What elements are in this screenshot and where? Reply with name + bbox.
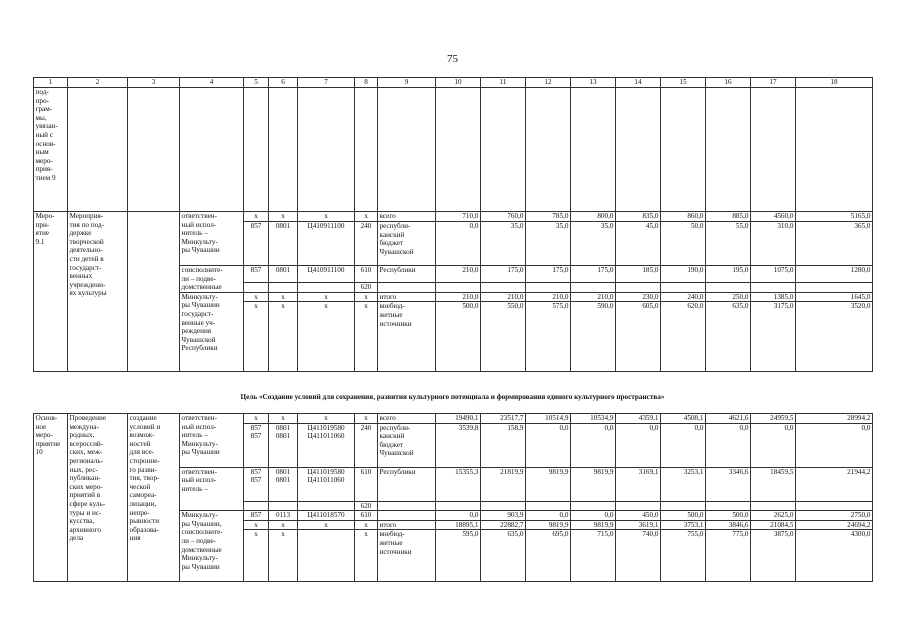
funding-source: Республики <box>378 467 436 501</box>
funding-source: всего <box>378 212 436 222</box>
subprogram-continuation-label: под- про- грам- мы, увязан- ный с основ- ным меро- прия- тием 9 <box>34 88 68 212</box>
value-cell: 590,0 <box>571 302 616 372</box>
value-cell: 0,0 <box>526 423 571 467</box>
col-header: 17 <box>751 78 796 88</box>
value-cell: 715,0 <box>571 530 616 582</box>
value-cell: 3253,1 <box>661 467 706 501</box>
value-cell: 1280,0 <box>796 266 873 283</box>
code-c8: x <box>355 530 378 582</box>
col-header: 16 <box>706 78 751 88</box>
value-cell: 210,0 <box>481 292 526 302</box>
funding-source <box>378 511 436 521</box>
page-number: 75 <box>447 53 458 65</box>
measure-goal <box>128 212 180 372</box>
value-cell: 24694,2 <box>796 520 873 530</box>
code-c5: 857 <box>244 222 269 266</box>
funding-source <box>378 501 436 511</box>
value-cell: 175,0 <box>526 266 571 283</box>
value-cell: 605,0 <box>616 302 661 372</box>
value-cell: 1385,0 <box>751 292 796 302</box>
code-c6: 0801 0801 <box>269 467 298 501</box>
code-c6 <box>269 283 298 293</box>
value-cell: 15355,3 <box>436 467 481 501</box>
value-cell: 4621,6 <box>706 414 751 424</box>
value-cell: 185,0 <box>616 266 661 283</box>
code-c6 <box>269 501 298 511</box>
code-c6: x <box>269 212 298 222</box>
value-cell: 550,0 <box>481 302 526 372</box>
executor-cell: ответствен- ный испол- нитель – <box>180 467 244 511</box>
value-cell: 0,0 <box>796 423 873 467</box>
value-cell: 310,0 <box>751 222 796 266</box>
measure-label: Основ- ное меро- приятие 10 <box>34 414 68 582</box>
value-cell: 575,0 <box>526 302 571 372</box>
value-cell: 21084,5 <box>751 520 796 530</box>
code-c5: x <box>244 302 269 372</box>
code-c6: 0113 <box>269 511 298 521</box>
value-cell: 210,0 <box>571 292 616 302</box>
value-cell: 210,0 <box>436 266 481 283</box>
value-cell: 175,0 <box>481 266 526 283</box>
code-c8: 240 <box>355 222 378 266</box>
value-cell: 500,0 <box>661 511 706 521</box>
value-cell: 760,0 <box>481 212 526 222</box>
value-cell: 0,0 <box>706 423 751 467</box>
value-cell: 3875,0 <box>751 530 796 582</box>
value-cell: 9819,9 <box>571 467 616 501</box>
code-c6: 0801 <box>269 222 298 266</box>
value-cell: 635,0 <box>706 302 751 372</box>
value-cell: 903,9 <box>481 511 526 521</box>
value-cell: 755,0 <box>661 530 706 582</box>
code-c5 <box>244 501 269 511</box>
value-cell <box>661 283 706 293</box>
value-cell: 710,0 <box>436 212 481 222</box>
col-header: 6 <box>269 78 298 88</box>
value-cell: 23517,7 <box>481 414 526 424</box>
value-cell: 195,0 <box>706 266 751 283</box>
value-cell: 0,0 <box>616 423 661 467</box>
measure-goal: создание условий и возмож- ностей для все- сторонне- го разви- тия, твор- ческой самореа- лизации, непре- рывности образова- ния <box>128 414 180 582</box>
value-cell: 21819,9 <box>481 467 526 501</box>
value-cell: 3169,1 <box>616 467 661 501</box>
code-c5: 857 857 <box>244 423 269 467</box>
value-cell <box>436 283 481 293</box>
value-cell: 210,0 <box>526 292 571 302</box>
code-c8: 610 <box>355 266 378 283</box>
code-c8: 240 <box>355 423 378 467</box>
col-header: 4 <box>180 78 244 88</box>
value-cell: 2750,0 <box>796 511 873 521</box>
funding-source: внебюд- жетные источники <box>378 302 436 372</box>
value-cell: 800,0 <box>571 212 616 222</box>
executor-cell: соисполните- ли – подве- домственные <box>180 266 244 293</box>
funding-source: Республики <box>378 266 436 283</box>
code-c5: x <box>244 530 269 582</box>
value-cell <box>436 501 481 511</box>
value-cell: 3846,6 <box>706 520 751 530</box>
code-c5: 857 <box>244 266 269 283</box>
code-c7: x <box>298 302 355 372</box>
code-c7: Ц410911100 <box>298 266 355 283</box>
value-cell: 250,0 <box>706 292 751 302</box>
value-cell: 175,0 <box>571 266 616 283</box>
value-cell: 0,0 <box>571 423 616 467</box>
value-cell: 18459,5 <box>751 467 796 501</box>
col-header: 10 <box>436 78 481 88</box>
value-cell <box>706 501 751 511</box>
executor-cell: Минкульту- ры Чувашии, соисполните- ли – подве- домственные Минкульту- ры Чувашии <box>180 511 244 582</box>
executor-cell: Минкульту- ры Чувашии государст- венные уч- реждения Чувашской Республики <box>180 292 244 372</box>
col-header: 18 <box>796 78 873 88</box>
value-cell: 4359,1 <box>616 414 661 424</box>
value-cell: 635,0 <box>481 530 526 582</box>
value-cell: 885,0 <box>706 212 751 222</box>
value-cell: 3753,1 <box>661 520 706 530</box>
value-cell: 240,0 <box>661 292 706 302</box>
value-cell: 158,9 <box>481 423 526 467</box>
value-cell <box>571 283 616 293</box>
col-header: 8 <box>355 78 378 88</box>
funding-source: внебюд- жетные источники <box>378 530 436 582</box>
code-c8: x <box>355 212 378 222</box>
funding-source <box>378 283 436 293</box>
code-c6: 0801 <box>269 266 298 283</box>
value-cell <box>481 501 526 511</box>
code-c5 <box>244 283 269 293</box>
code-c6: x <box>269 292 298 302</box>
funding-source: всего <box>378 414 436 424</box>
value-cell: 10534,9 <box>571 414 616 424</box>
col-header: 15 <box>661 78 706 88</box>
funding-source: республи- канский бюджет Чувашской <box>378 222 436 266</box>
code-c6: x <box>269 302 298 372</box>
code-c7: x <box>298 212 355 222</box>
funding-source: итого <box>378 292 436 302</box>
col-header: 7 <box>298 78 355 88</box>
budget-table-part2 <box>33 413 873 582</box>
table-row <box>34 212 873 222</box>
column-number-row <box>34 78 873 88</box>
value-cell <box>796 501 873 511</box>
budget-table-part1 <box>33 77 873 372</box>
code-c8: 610 <box>355 511 378 521</box>
value-cell: 785,0 <box>526 212 571 222</box>
code-c5: x <box>244 292 269 302</box>
value-cell: 695,0 <box>526 530 571 582</box>
value-cell <box>526 501 571 511</box>
value-cell <box>706 283 751 293</box>
measure-label: Меро- при- ятие 9.1 <box>34 212 68 372</box>
value-cell: 620,0 <box>661 302 706 372</box>
value-cell: 450,0 <box>616 511 661 521</box>
value-cell: 1075,0 <box>751 266 796 283</box>
funding-source: итого <box>378 520 436 530</box>
col-header: 5 <box>244 78 269 88</box>
value-cell: 0,0 <box>571 511 616 521</box>
value-cell: 55,0 <box>706 222 751 266</box>
value-cell: 500,0 <box>436 302 481 372</box>
value-cell: 22882,7 <box>481 520 526 530</box>
value-cell <box>616 283 661 293</box>
value-cell: 500,0 <box>706 511 751 521</box>
code-c7: x <box>298 414 355 424</box>
code-c8: x <box>355 292 378 302</box>
value-cell: 230,0 <box>616 292 661 302</box>
code-c8: 620 <box>355 283 378 293</box>
value-cell: 4560,0 <box>751 212 796 222</box>
value-cell <box>616 501 661 511</box>
code-c8: x <box>355 302 378 372</box>
col-header: 2 <box>68 78 128 88</box>
value-cell: 35,0 <box>526 222 571 266</box>
code-c7 <box>298 283 355 293</box>
value-cell: 775,0 <box>706 530 751 582</box>
value-cell: 3619,1 <box>616 520 661 530</box>
code-c6: x <box>269 530 298 582</box>
code-c7 <box>298 501 355 511</box>
value-cell: 365,0 <box>796 222 873 266</box>
code-c7: Ц411018570 <box>298 511 355 521</box>
code-c6: x <box>269 520 298 530</box>
value-cell: 0,0 <box>436 222 481 266</box>
value-cell: 0,0 <box>436 511 481 521</box>
code-c6: x <box>269 414 298 424</box>
code-c5: 857 <box>244 511 269 521</box>
value-cell: 24959,5 <box>751 414 796 424</box>
value-cell: 3539,8 <box>436 423 481 467</box>
col-header: 11 <box>481 78 526 88</box>
value-cell: 835,0 <box>616 212 661 222</box>
value-cell: 0,0 <box>526 511 571 521</box>
value-cell <box>571 501 616 511</box>
col-header: 13 <box>571 78 616 88</box>
value-cell: 9819,9 <box>526 520 571 530</box>
value-cell: 595,0 <box>436 530 481 582</box>
executor-cell: ответствен- ный испол- нитель – Минкульту- ры Чувашии <box>180 212 244 266</box>
value-cell: 10514,9 <box>526 414 571 424</box>
goal-heading: Цель «Создание условий для сохранения, развития культурного потенциала и формирования единого культурного пространства» <box>240 393 665 401</box>
measure-name: Мероприя- тия по под- держке творческой деятельно- сти детей в государст- венных учреждени- ях культуры <box>68 212 128 372</box>
value-cell <box>751 501 796 511</box>
code-c5: x <box>244 520 269 530</box>
col-header: 12 <box>526 78 571 88</box>
code-c7: x <box>298 292 355 302</box>
value-cell: 0,0 <box>751 423 796 467</box>
code-c7: Ц411019580 Ц411011060 <box>298 423 355 467</box>
col-header: 1 <box>34 78 68 88</box>
value-cell: 740,0 <box>616 530 661 582</box>
code-c5: x <box>244 414 269 424</box>
code-c8: 620 <box>355 501 378 511</box>
value-cell: 1645,0 <box>796 292 873 302</box>
value-cell: 18895,1 <box>436 520 481 530</box>
value-cell <box>481 283 526 293</box>
value-cell: 28994,2 <box>796 414 873 424</box>
value-cell: 3346,6 <box>706 467 751 501</box>
table-row <box>34 414 873 424</box>
code-c7: x <box>298 520 355 530</box>
value-cell: 35,0 <box>571 222 616 266</box>
code-c6: 0801 0801 <box>269 423 298 467</box>
value-cell <box>526 283 571 293</box>
value-cell: 190,0 <box>661 266 706 283</box>
col-header: 3 <box>128 78 180 88</box>
value-cell: 35,0 <box>481 222 526 266</box>
value-cell: 4300,0 <box>796 530 873 582</box>
value-cell: 3175,0 <box>751 302 796 372</box>
continuation-row <box>34 88 873 212</box>
code-c5: 857 857 <box>244 467 269 501</box>
value-cell: 0,0 <box>661 423 706 467</box>
measure-name: Проведение междуна- родных, всероссий- ских, меж- региональ- ных, рес- публикан- ских меро- приятий в сфере куль- туры и ис- кусства, архивного дела <box>68 414 128 582</box>
code-c8: x <box>355 520 378 530</box>
value-cell: 9819,9 <box>526 467 571 501</box>
value-cell: 860,0 <box>661 212 706 222</box>
value-cell: 19490,1 <box>436 414 481 424</box>
value-cell <box>796 283 873 293</box>
code-c8: x <box>355 414 378 424</box>
value-cell: 9819,9 <box>571 520 616 530</box>
value-cell: 21944,2 <box>796 467 873 501</box>
value-cell: 3520,0 <box>796 302 873 372</box>
col-header: 9 <box>378 78 436 88</box>
value-cell <box>751 283 796 293</box>
code-c5: x <box>244 212 269 222</box>
value-cell: 2625,0 <box>751 511 796 521</box>
value-cell <box>661 501 706 511</box>
value-cell: 4508,1 <box>661 414 706 424</box>
value-cell: 50,0 <box>661 222 706 266</box>
value-cell: 5165,0 <box>796 212 873 222</box>
code-c7: Ц411019580 Ц411011060 <box>298 467 355 501</box>
code-c7: Ц410911100 <box>298 222 355 266</box>
executor-cell: ответствен- ный испол- нитель – Минкульту- ры Чувашии <box>180 414 244 468</box>
code-c8: 610 <box>355 467 378 501</box>
funding-source: республи- канский бюджет Чувашской <box>378 423 436 467</box>
value-cell: 210,0 <box>436 292 481 302</box>
code-c7 <box>298 530 355 582</box>
col-header: 14 <box>616 78 661 88</box>
value-cell: 45,0 <box>616 222 661 266</box>
